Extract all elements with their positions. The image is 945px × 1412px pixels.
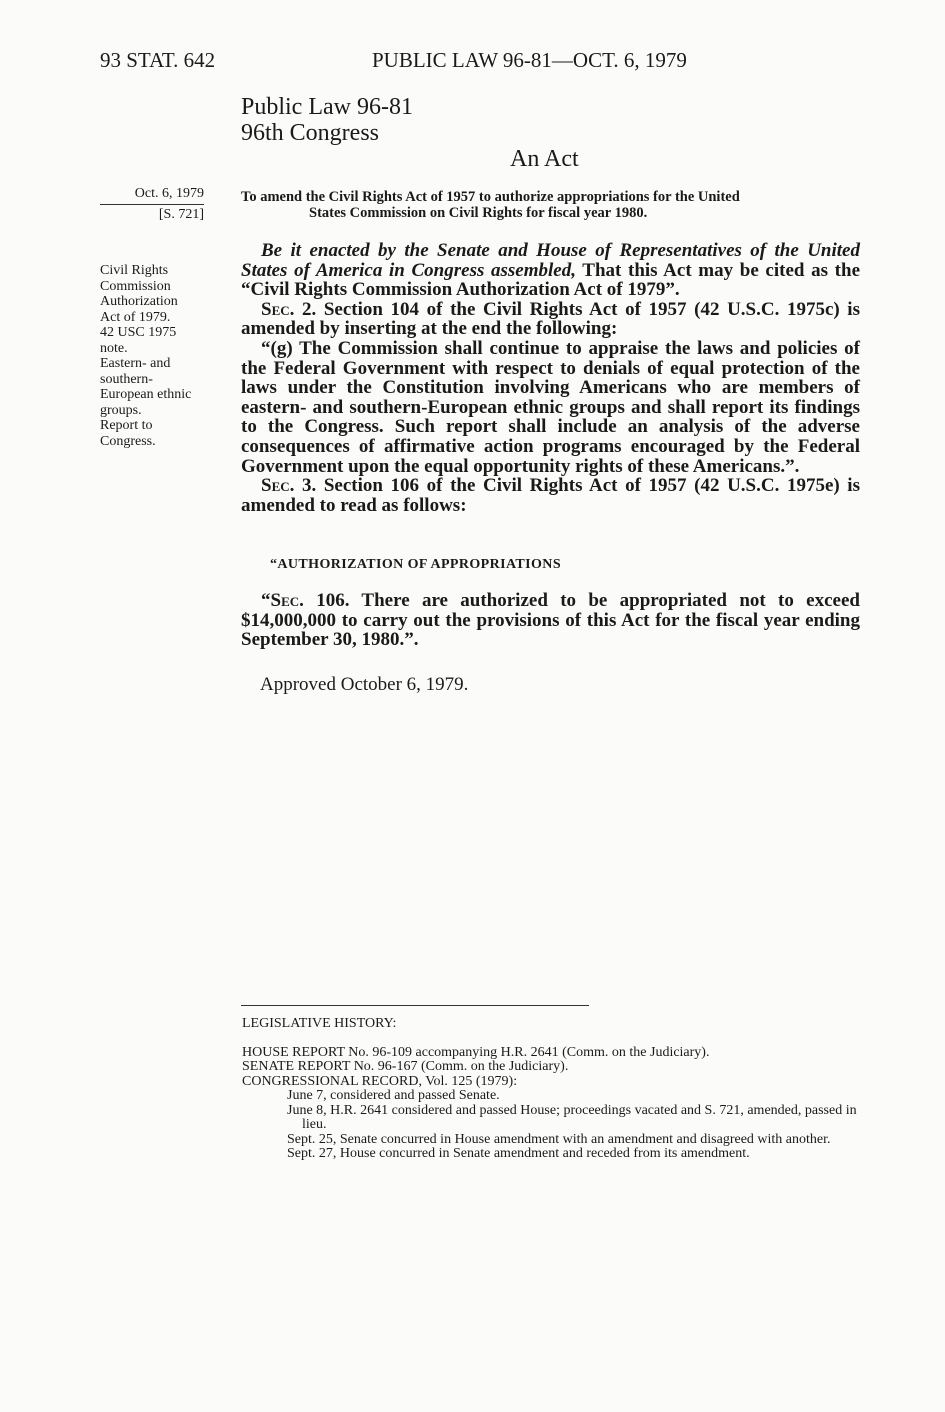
act-body bbox=[241, 241, 860, 515]
legislative-history-heading: LEGISLATIVE HISTORY: bbox=[242, 1016, 397, 1031]
margin-bill-number: [S. 721] bbox=[158, 206, 204, 222]
section-2-label: Sec. 2. bbox=[261, 298, 317, 320]
margin-note-line: Commission bbox=[100, 278, 171, 294]
margin-note-line: European ethnic bbox=[100, 387, 192, 402]
enacting-clause bbox=[241, 241, 860, 300]
purpose-line-2: States Commission on Civil Rights for fiscal year 1980. bbox=[309, 205, 648, 221]
margin-note-line: 42 USC 1975 bbox=[100, 325, 177, 340]
legislative-history bbox=[242, 1017, 862, 1162]
running-title: PUBLIC LAW 96-81—OCT. 6, 1979 bbox=[372, 48, 687, 72]
house-report: HOUSE REPORT No. 96-109 accompanying H.R. 2641 (Comm. on the Judiciary). bbox=[242, 1044, 710, 1060]
section-2-text: Section 104 of the Civil Rights Act of 1957 (42 U.S.C. 1975c) is amended by inserting at the end the following: bbox=[241, 298, 860, 340]
page-stat-number: 93 STAT. 642 bbox=[100, 48, 216, 72]
section-3-label: Sec. 3. bbox=[261, 475, 317, 497]
approval-date: Approved October 6, 1979. bbox=[260, 674, 469, 695]
margin-note-line: Eastern- and bbox=[100, 356, 171, 371]
margin-note-line: Act of 1979. bbox=[100, 309, 171, 325]
margin-note-line: Authorization bbox=[100, 294, 178, 309]
section-106 bbox=[241, 591, 860, 650]
margin-note-line: Congress. bbox=[100, 433, 156, 449]
appropriations-heading: “AUTHORIZATION OF APPROPRIATIONS bbox=[270, 557, 562, 572]
section-106-text: There are authorized to be appropriated not to exceed $14,000,000 to carry out the provisions of this Act for the fiscal year ending September 30, 1980.”. bbox=[241, 590, 860, 651]
subsection-g: “(g) The Commission shall continue to appraise the laws and policies of the Federal Government with respect to denials of equal protection of the laws under the Constitution involving Americans who are members of eastern- and southern-European ethnic groups and shall report its findings to the Congress. Such report shall include an analysis of the adverse consequences of affirmative action programs encouraged by the Federal Government upon the equal opportunity rights of these Americans.”. bbox=[241, 337, 860, 477]
margin-date: Oct. 6, 1979 bbox=[100, 186, 204, 205]
footnote-divider bbox=[241, 1005, 589, 1006]
law-number: Public Law 96-81 bbox=[241, 94, 413, 120]
margin-note-line: Civil Rights bbox=[100, 263, 169, 278]
margin-note-line: southern- bbox=[100, 371, 153, 387]
law-title-block bbox=[241, 94, 413, 146]
margin-note-line: note. bbox=[100, 340, 128, 356]
section-106-label: “Sec. 106. bbox=[261, 590, 350, 611]
margin-note-line: groups. bbox=[100, 402, 142, 418]
section-3-text: Section 106 of the Civil Rights Act of 1957 (42 U.S.C. 1975e) is amended to read as follows: bbox=[241, 475, 860, 516]
section-3 bbox=[241, 476, 860, 515]
senate-report: SENATE REPORT No. 96-167 (Comm. on the Judiciary). bbox=[242, 1059, 569, 1074]
section-2 bbox=[241, 300, 860, 339]
margin-note-line: Report to bbox=[100, 418, 153, 433]
enacting-clause-italic: Be it enacted by the Senate and House of Representatives of the United States of America in Congress assembled, bbox=[241, 240, 860, 281]
history-entry: Sept. 27, House concurred in Senate amendment and receded from its amendment. bbox=[287, 1146, 750, 1161]
margin-notes bbox=[100, 263, 191, 449]
history-entry: June 8, H.R. 2641 considered and passed House; proceedings vacated and S. 721, amended, passed in lieu. bbox=[287, 1102, 857, 1132]
act-purpose bbox=[241, 189, 861, 221]
purpose-line-1: To amend the Civil Rights Act of 1957 to authorize appropriations for the United bbox=[241, 189, 740, 205]
an-act-heading: An Act bbox=[510, 146, 579, 172]
congressional-record: CONGRESSIONAL RECORD, Vol. 125 (1979): bbox=[242, 1073, 518, 1089]
history-entry: Sept. 25, Senate concurred in House amendment with an amendment and disagreed with another. bbox=[287, 1131, 831, 1147]
enacting-clause-rest: That this Act may be cited as the “Civil Rights Commission Authorization Act of 1979”. bbox=[241, 259, 860, 301]
margin-date-block bbox=[100, 186, 204, 222]
history-entry: June 7, considered and passed Senate. bbox=[287, 1088, 500, 1103]
congress-number: 96th Congress bbox=[241, 120, 379, 146]
